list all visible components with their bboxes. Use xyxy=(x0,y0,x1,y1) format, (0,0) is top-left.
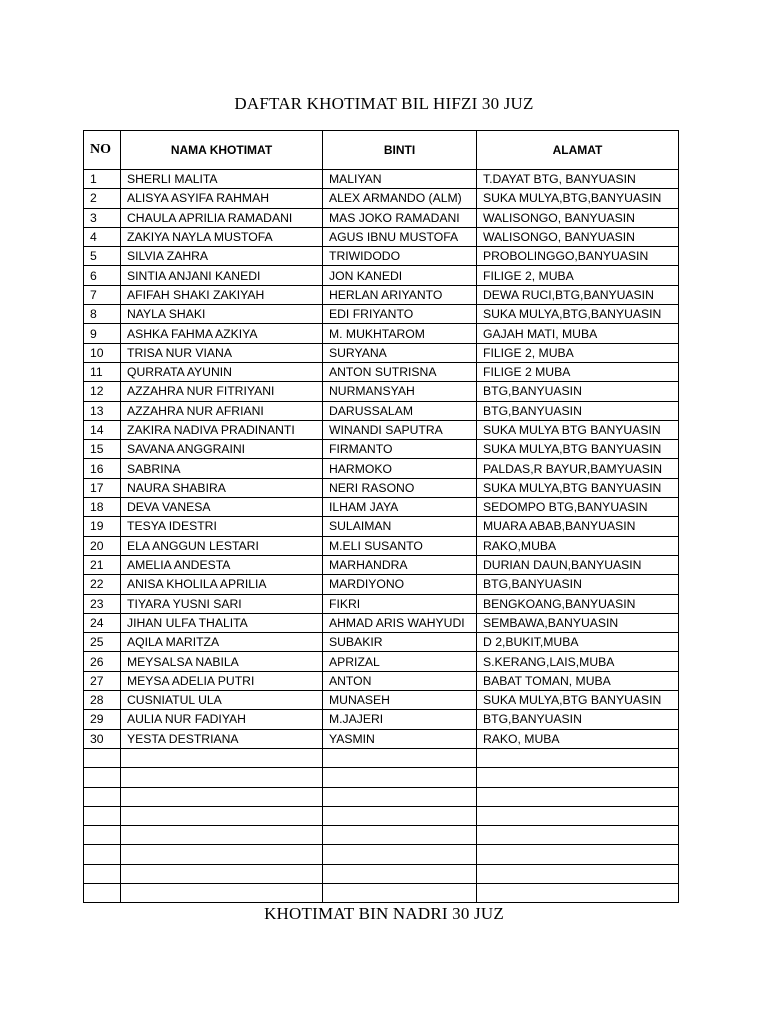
table-row xyxy=(84,498,679,517)
cell-nama: SILVIA ZAHRA xyxy=(121,247,323,266)
cell-binti: WINANDI SAPUTRA xyxy=(323,420,477,439)
table-row xyxy=(84,787,679,806)
cell-no xyxy=(84,787,121,806)
cell-nama: AULIA NUR FADIYAH xyxy=(121,710,323,729)
cell-nama: TRISA NUR VIANA xyxy=(121,343,323,362)
cell-binti: JON KANEDI xyxy=(323,266,477,285)
cell-alamat: WALISONGO, BANYUASIN xyxy=(477,227,679,246)
cell-binti: MARDIYONO xyxy=(323,575,477,594)
table-row xyxy=(84,517,679,536)
cell-binti: EDI FRIYANTO xyxy=(323,305,477,324)
cell-no: 2 xyxy=(84,189,121,208)
table-row xyxy=(84,324,679,343)
table-row xyxy=(84,266,679,285)
cell-nama: SABRINA xyxy=(121,459,323,478)
cell-no: 28 xyxy=(84,691,121,710)
cell-no: 7 xyxy=(84,285,121,304)
cell-no: 26 xyxy=(84,652,121,671)
table-row xyxy=(84,671,679,690)
cell-alamat: SUKA MULYA BTG BANYUASIN xyxy=(477,420,679,439)
table-row xyxy=(84,459,679,478)
cell-no: 6 xyxy=(84,266,121,285)
cell-no: 16 xyxy=(84,459,121,478)
cell-binti: ALEX ARMANDO (ALM) xyxy=(323,189,477,208)
cell-no: 20 xyxy=(84,536,121,555)
cell-nama: JIHAN ULFA THALITA xyxy=(121,613,323,632)
cell-binti: AHMAD ARIS WAHYUDI xyxy=(323,613,477,632)
cell-nama: ZAKIRA NADIVA PRADINANTI xyxy=(121,420,323,439)
cell-no xyxy=(84,806,121,825)
table-row xyxy=(84,748,679,767)
cell-binti xyxy=(323,806,477,825)
cell-alamat xyxy=(477,883,679,902)
table-row xyxy=(84,710,679,729)
cell-no xyxy=(84,768,121,787)
cell-no xyxy=(84,845,121,864)
cell-alamat: SUKA MULYA,BTG,BANYUASIN xyxy=(477,189,679,208)
cell-nama: YESTA DESTRIANA xyxy=(121,729,323,748)
cell-nama: ASHKA FAHMA AZKIYA xyxy=(121,324,323,343)
cell-binti xyxy=(323,787,477,806)
cell-nama: QURRATA AYUNIN xyxy=(121,362,323,381)
cell-alamat: PALDAS,R BAYUR,BAMYUASIN xyxy=(477,459,679,478)
cell-alamat: SUKA MULYA,BTG BANYUASIN xyxy=(477,478,679,497)
table-body xyxy=(84,170,679,903)
cell-binti: M.JAJERI xyxy=(323,710,477,729)
cell-no: 12 xyxy=(84,382,121,401)
cell-binti: APRIZAL xyxy=(323,652,477,671)
cell-binti: MUNASEH xyxy=(323,691,477,710)
cell-nama: NAURA SHABIRA xyxy=(121,478,323,497)
table-row xyxy=(84,227,679,246)
table-row xyxy=(84,633,679,652)
cell-alamat: BABAT TOMAN, MUBA xyxy=(477,671,679,690)
cell-alamat: FILIGE 2, MUBA xyxy=(477,343,679,362)
cell-nama: AFIFAH SHAKI ZAKIYAH xyxy=(121,285,323,304)
cell-no: 10 xyxy=(84,343,121,362)
table-row xyxy=(84,883,679,902)
cell-no: 27 xyxy=(84,671,121,690)
cell-binti: TRIWIDODO xyxy=(323,247,477,266)
table-row xyxy=(84,652,679,671)
cell-alamat xyxy=(477,845,679,864)
cell-no xyxy=(84,864,121,883)
cell-nama: TESYA IDESTRI xyxy=(121,517,323,536)
cell-binti: MALIYAN xyxy=(323,170,477,189)
cell-nama: NAYLA SHAKI xyxy=(121,305,323,324)
cell-nama: SAVANA ANGGRAINI xyxy=(121,440,323,459)
cell-alamat xyxy=(477,864,679,883)
cell-alamat: D 2,BUKIT,MUBA xyxy=(477,633,679,652)
cell-alamat: BTG,BANYUASIN xyxy=(477,575,679,594)
table-row xyxy=(84,536,679,555)
cell-alamat: PROBOLINGGO,BANYUASIN xyxy=(477,247,679,266)
table-row xyxy=(84,440,679,459)
cell-no: 18 xyxy=(84,498,121,517)
table-row xyxy=(84,362,679,381)
table-row xyxy=(84,305,679,324)
table-row xyxy=(84,594,679,613)
cell-nama xyxy=(121,768,323,787)
cell-alamat: DURIAN DAUN,BANYUASIN xyxy=(477,555,679,574)
cell-alamat: WALISONGO, BANYUASIN xyxy=(477,208,679,227)
cell-alamat: SUKA MULYA,BTG BANYUASIN xyxy=(477,691,679,710)
cell-binti: FIRMANTO xyxy=(323,440,477,459)
table-row xyxy=(84,691,679,710)
cell-binti xyxy=(323,883,477,902)
cell-binti: AGUS IBNU MUSTOFA xyxy=(323,227,477,246)
cell-alamat: RAKO,MUBA xyxy=(477,536,679,555)
table-row xyxy=(84,768,679,787)
cell-no: 29 xyxy=(84,710,121,729)
cell-no: 24 xyxy=(84,613,121,632)
cell-alamat xyxy=(477,787,679,806)
header-binti: BINTI xyxy=(323,131,477,170)
cell-alamat: RAKO, MUBA xyxy=(477,729,679,748)
cell-no: 13 xyxy=(84,401,121,420)
cell-nama: DEVA VANESA xyxy=(121,498,323,517)
cell-nama: ALISYA ASYIFA RAHMAH xyxy=(121,189,323,208)
cell-nama: MEYSA ADELIA PUTRI xyxy=(121,671,323,690)
cell-binti: NURMANSYAH xyxy=(323,382,477,401)
cell-alamat xyxy=(477,826,679,845)
header-nama: NAMA KHOTIMAT xyxy=(121,131,323,170)
cell-nama: SHERLI MALITA xyxy=(121,170,323,189)
cell-alamat: T.DAYAT BTG, BANYUASIN xyxy=(477,170,679,189)
cell-nama xyxy=(121,806,323,825)
cell-binti: M. MUKHTAROM xyxy=(323,324,477,343)
cell-no: 21 xyxy=(84,555,121,574)
table-row xyxy=(84,189,679,208)
cell-no: 4 xyxy=(84,227,121,246)
cell-no xyxy=(84,883,121,902)
cell-alamat: S.KERANG,LAIS,MUBA xyxy=(477,652,679,671)
cell-alamat: GAJAH MATI, MUBA xyxy=(477,324,679,343)
table-row xyxy=(84,845,679,864)
cell-alamat: SUKA MULYA,BTG,BANYUASIN xyxy=(477,305,679,324)
cell-binti: M.ELI SUSANTO xyxy=(323,536,477,555)
table-header-row xyxy=(84,131,679,170)
cell-binti xyxy=(323,845,477,864)
cell-binti: SUBAKIR xyxy=(323,633,477,652)
cell-no: 23 xyxy=(84,594,121,613)
khotimat-table xyxy=(83,130,679,903)
cell-alamat: BENGKOANG,BANYUASIN xyxy=(477,594,679,613)
table-row xyxy=(84,382,679,401)
cell-no: 8 xyxy=(84,305,121,324)
cell-binti: ANTON SUTRISNA xyxy=(323,362,477,381)
cell-nama: MEYSALSA NABILA xyxy=(121,652,323,671)
table-row xyxy=(84,864,679,883)
cell-binti: ANTON xyxy=(323,671,477,690)
table-row xyxy=(84,826,679,845)
cell-no: 5 xyxy=(84,247,121,266)
cell-nama: AZZAHRA NUR AFRIANI xyxy=(121,401,323,420)
cell-binti: HARMOKO xyxy=(323,459,477,478)
cell-binti: DARUSSALAM xyxy=(323,401,477,420)
cell-alamat xyxy=(477,806,679,825)
cell-no: 22 xyxy=(84,575,121,594)
cell-no: 3 xyxy=(84,208,121,227)
table-row xyxy=(84,420,679,439)
page-title: DAFTAR KHOTIMAT BIL HIFZI 30 JUZ xyxy=(234,94,534,113)
cell-nama: CUSNIATUL ULA xyxy=(121,691,323,710)
table-row xyxy=(84,613,679,632)
cell-alamat: FILIGE 2 MUBA xyxy=(477,362,679,381)
table-row xyxy=(84,478,679,497)
table-row xyxy=(84,343,679,362)
cell-binti: FIKRI xyxy=(323,594,477,613)
cell-binti: SURYANA xyxy=(323,343,477,362)
cell-nama: CHAULA APRILIA RAMADANI xyxy=(121,208,323,227)
table-row xyxy=(84,247,679,266)
header-alamat: ALAMAT xyxy=(477,131,679,170)
cell-nama: AMELIA ANDESTA xyxy=(121,555,323,574)
cell-binti: ILHAM JAYA xyxy=(323,498,477,517)
cell-nama: AQILA MARITZA xyxy=(121,633,323,652)
cell-binti xyxy=(323,864,477,883)
table-row xyxy=(84,285,679,304)
cell-alamat: SUKA MULYA,BTG BANYUASIN xyxy=(477,440,679,459)
cell-binti: MARHANDRA xyxy=(323,555,477,574)
cell-no xyxy=(84,826,121,845)
cell-binti xyxy=(323,748,477,767)
table-row xyxy=(84,401,679,420)
cell-no: 30 xyxy=(84,729,121,748)
cell-binti xyxy=(323,826,477,845)
cell-no: 19 xyxy=(84,517,121,536)
cell-alamat xyxy=(477,768,679,787)
cell-no: 15 xyxy=(84,440,121,459)
cell-nama: ANISA KHOLILA APRILIA xyxy=(121,575,323,594)
cell-no: 25 xyxy=(84,633,121,652)
cell-alamat: BTG,BANYUASIN xyxy=(477,710,679,729)
table-row xyxy=(84,555,679,574)
cell-binti: NERI RASONO xyxy=(323,478,477,497)
cell-no: 11 xyxy=(84,362,121,381)
cell-alamat: SEMBAWA,BANYUASIN xyxy=(477,613,679,632)
cell-nama xyxy=(121,748,323,767)
cell-alamat: BTG,BANYUASIN xyxy=(477,401,679,420)
cell-binti: HERLAN ARIYANTO xyxy=(323,285,477,304)
cell-nama: TIYARA YUSNI SARI xyxy=(121,594,323,613)
header-no: NO xyxy=(84,131,121,170)
cell-nama xyxy=(121,826,323,845)
cell-alamat: BTG,BANYUASIN xyxy=(477,382,679,401)
cell-binti: SULAIMAN xyxy=(323,517,477,536)
cell-no: 9 xyxy=(84,324,121,343)
cell-no xyxy=(84,748,121,767)
cell-no: 1 xyxy=(84,170,121,189)
cell-nama xyxy=(121,787,323,806)
cell-nama: AZZAHRA NUR FITRIYANI xyxy=(121,382,323,401)
table-row xyxy=(84,575,679,594)
cell-nama: ELA ANGGUN LESTARI xyxy=(121,536,323,555)
cell-binti xyxy=(323,768,477,787)
cell-binti: MAS JOKO RAMADANI xyxy=(323,208,477,227)
cell-nama xyxy=(121,845,323,864)
cell-nama: SINTIA ANJANI KANEDI xyxy=(121,266,323,285)
cell-no: 17 xyxy=(84,478,121,497)
cell-nama: ZAKIYA NAYLA MUSTOFA xyxy=(121,227,323,246)
cell-nama xyxy=(121,883,323,902)
cell-alamat: MUARA ABAB,BANYUASIN xyxy=(477,517,679,536)
cell-alamat: DEWA RUCI,BTG,BANYUASIN xyxy=(477,285,679,304)
cell-nama xyxy=(121,864,323,883)
table-row xyxy=(84,806,679,825)
cell-alamat: SEDOMPO BTG,BANYUASIN xyxy=(477,498,679,517)
cell-no: 14 xyxy=(84,420,121,439)
table-row xyxy=(84,208,679,227)
cell-binti: YASMIN xyxy=(323,729,477,748)
table-row xyxy=(84,170,679,189)
table-row xyxy=(84,729,679,748)
cell-alamat: FILIGE 2, MUBA xyxy=(477,266,679,285)
section-title-bin-nadri: KHOTIMAT BIN NADRI 30 JUZ xyxy=(264,904,504,923)
cell-alamat xyxy=(477,748,679,767)
